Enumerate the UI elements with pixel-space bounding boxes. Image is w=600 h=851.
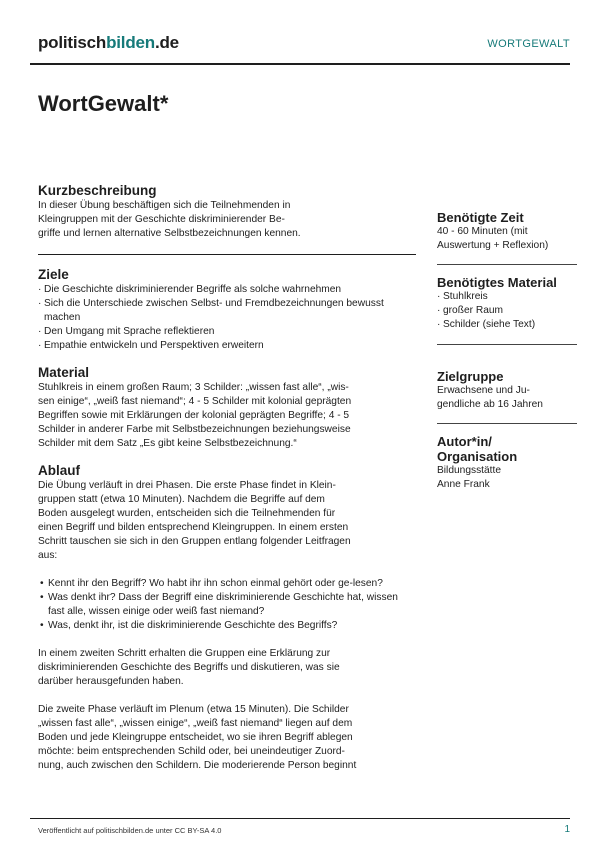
text-line: In einem zweiten Schritt erhalten die Gruppen eine Erklärung zur: [38, 648, 331, 659]
section-heading: Material: [38, 365, 90, 380]
text-line: Stuhlkreis in einem großen Raum; 3 Schilder: „wissen fast alle“, „wis-: [38, 382, 349, 393]
list-item: · Sich die Unterschiede zwischen Selbst- und Fremdbezeichnungen bewusst machen: [38, 297, 416, 325]
text-line: sen einige“, „weiß fast niemand“; 4 - 5 Schilder mit kolonial geprägten: [38, 396, 352, 407]
sidebar-divider: [437, 264, 577, 265]
info-heading: Benötigte Zeit: [437, 210, 524, 225]
text-line: In dieser Übung beschäftigen sich die Teilnehmenden in: [38, 200, 291, 211]
brand-highlight: bilden: [106, 33, 155, 52]
text-line: Schilder in anderer Farbe mit Selbstbezeichnungen beziehungsweise: [38, 424, 351, 435]
list-item: · Schilder (siehe Text): [437, 318, 577, 332]
info-text: Erwachsene und Ju-: [437, 385, 530, 396]
text-line: Schilder mit dem Satz „Es gibt keine Selbstbezeichnung.“: [38, 438, 297, 449]
info-material: [437, 275, 577, 332]
section-kurzbeschreibung: [38, 183, 416, 241]
section-heading: Ziele: [38, 267, 69, 282]
sidebar-divider: [437, 423, 577, 424]
text-line: gruppen statt (etwa 10 Minuten). Nachdem die Begriffe auf dem: [38, 494, 325, 505]
brand-tld: .de: [154, 33, 179, 52]
question-list: [38, 577, 416, 633]
text-line: möchte: beim entsprechenden Schild oder, bei uneindeutiger Zuord-: [38, 746, 345, 757]
info-sidebar: [437, 210, 577, 492]
text-line: „wissen fast alle“, „wissen einige“, „weiß fast niemand“ liegen auf dem: [38, 718, 353, 729]
info-heading: Benötigtes Material: [437, 275, 557, 290]
text-line: Die Übung verläuft in drei Phasen. Die erste Phase findet in Klein-: [38, 480, 336, 491]
list-item: · großer Raum: [437, 304, 577, 318]
text-line: Kleingruppen mit der Geschichte diskriminierender Be-: [38, 214, 285, 225]
info-author: [437, 434, 577, 492]
main-column: [38, 183, 416, 773]
info-heading: Zielgruppe: [437, 369, 504, 384]
section-material: [38, 365, 416, 451]
info-heading: Organisation: [437, 449, 518, 464]
text-line: aus:: [38, 550, 58, 561]
info-text: Bildungsstätte: [437, 465, 501, 476]
list-item: • Kennt ihr den Begriff? Wo habt ihr ihn schon einmal gehört oder ge-lesen?: [38, 577, 416, 591]
text-line: Die zweite Phase verläuft im Plenum (etwa 15 Minuten). Die Schilder: [38, 704, 349, 715]
page-number: 1: [564, 824, 570, 835]
text-line: Schritt tauschen sie sich in den Gruppen entlang folgender Leitfragen: [38, 536, 351, 547]
info-target-group: [437, 369, 577, 412]
page-title: WortGewalt*: [38, 91, 169, 116]
section-heading: Ablauf: [38, 463, 80, 478]
footer-divider: [30, 818, 570, 819]
text-line: Boden und jede Kleingruppe entscheidet, wo sie ihren Begriff ablegen: [38, 732, 353, 743]
info-duration: [437, 210, 577, 253]
text-line: nung, auch zwischen den Schildern. Die moderierende Person beginnt: [38, 760, 357, 771]
sidebar-divider: [437, 344, 577, 345]
section-heading: Kurzbeschreibung: [38, 183, 157, 198]
brand-logo[interactable]: [38, 33, 179, 53]
info-text: Auswertung + Reflexion): [437, 240, 549, 251]
license-note: Veröffentlicht auf politischbilden.de unter CC BY-SA 4.0: [38, 826, 222, 835]
text-line: einen Begriff und bilden entsprechend Kleingruppen. In einem ersten: [38, 522, 349, 533]
section-divider: [38, 254, 416, 255]
header-tag: WORTGEWALT: [487, 38, 570, 50]
info-text: Anne Frank: [437, 479, 490, 490]
section-ziele: [38, 267, 416, 353]
list-item: · Empathie entwickeln und Perspektiven erweitern: [38, 339, 416, 353]
list-item: • Was denkt ihr? Dass der Begriff eine diskriminierende Geschichte hat, wissen fast alle, wissen einige oder weiß fast niemand?: [38, 591, 416, 619]
list-item: · Den Umgang mit Sprache reflektieren: [38, 325, 416, 339]
text-line: darüber herausgefunden haben.: [38, 676, 184, 687]
list-item: • Was, denkt ihr, ist die diskriminierende Geschichte des Begriffs?: [38, 619, 416, 633]
section-ablauf: [38, 463, 416, 773]
material-list: [437, 290, 577, 332]
text-line: griffe und lernen alternative Selbstbezeichnungen kennen.: [38, 228, 301, 239]
brand-main: politisch: [38, 33, 107, 52]
info-text: gendliche ab 16 Jahren: [437, 399, 543, 410]
info-text: 40 - 60 Minuten (mit: [437, 226, 528, 237]
list-item: · Stuhlkreis: [437, 290, 577, 304]
header-divider: [30, 63, 570, 65]
list-item: · Die Geschichte diskriminierender Begriffe als solche wahrnehmen: [38, 283, 416, 297]
text-line: Boden ausgelegt wurden, entscheiden sich die Teilnehmenden für: [38, 508, 336, 519]
text-line: Begriffen sowie mit Erklärungen der kolonial geprägten Begriffe; 4 - 5: [38, 410, 350, 421]
goals-list: [38, 283, 416, 353]
text-line: diskriminierenden Geschichte des Begriffs und diskutieren, was sie: [38, 662, 340, 673]
info-heading: Autor*in/: [437, 434, 492, 449]
